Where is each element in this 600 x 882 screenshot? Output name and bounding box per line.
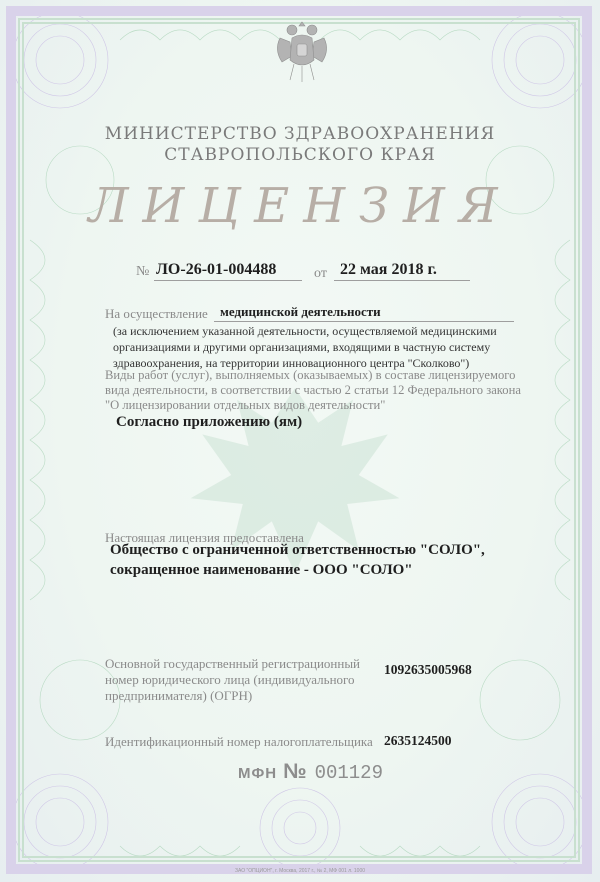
- form-number-value: 001129: [314, 762, 383, 784]
- form-number-sign: №: [283, 760, 307, 783]
- inn-label: Идентификационный номер налогоплательщика: [105, 734, 373, 749]
- inn-value: 2635124500: [384, 733, 452, 748]
- license-number: ЛО-26-01-004488: [156, 261, 277, 278]
- license-date: 22 мая 2018 г.: [340, 261, 437, 278]
- licensee-label: Настоящая лицензия предоставлена: [105, 530, 304, 545]
- activity-note-line-3: здравоохранения, на территории инновационного центра "Сколково"): [113, 356, 470, 370]
- works-label-line-1: Виды работ (услуг), выполняемых (оказываемых) в составе лицензируемого: [105, 368, 516, 382]
- works-value: Согласно приложению (ям): [116, 414, 303, 430]
- license-date-prefix: от: [314, 266, 327, 281]
- license-number-prefix: №: [136, 264, 150, 279]
- licensee-name-line-2: сокращенное наименование - ООО "СОЛО": [110, 562, 413, 578]
- activity-underline: [214, 321, 514, 322]
- activity-note-line-2: организациями и другими организациями, входящими в частную систему: [113, 340, 491, 354]
- printer-footer: ЗАО "ОПЦИОН", г. Москва, 2017 г., № 2, МФ 001 л. 1000: [234, 868, 366, 874]
- activity-label: На осуществление: [105, 306, 208, 321]
- issuer-line-1: МИНИСТЕРСТВО ЗДРАВООХРАНЕНИЯ: [104, 124, 496, 144]
- document-title: ЛИЦЕНЗИЯ: [88, 178, 512, 234]
- licensee-name-line-1: Общество с ограниченной ответственностью "СОЛО",: [110, 542, 485, 558]
- ogrn-value: 1092635005968: [384, 662, 472, 677]
- works-label-line-2: вида деятельности, в соответствии с частью 2 статьи 12 Федерального закона: [105, 383, 521, 397]
- activity-note-line-1: (за исключением указанной деятельности, осуществляемой медицинскими: [113, 324, 497, 338]
- license-number-underline: [154, 280, 302, 281]
- ogrn-label-line-3: предпринимателя) (ОГРН): [105, 688, 253, 703]
- issuer-line-2: СТАВРОПОЛЬСКОГО КРАЯ: [164, 145, 436, 165]
- ogrn-label-line-2: номер юридического лица (индивидуального: [105, 672, 355, 687]
- license-date-underline: [334, 280, 470, 281]
- activity-value: медицинской деятельности: [220, 304, 381, 319]
- form-series: МФН: [238, 765, 278, 782]
- ogrn-label-line-1: Основной государственный регистрационный: [105, 656, 361, 671]
- form-number: [238, 760, 383, 784]
- works-label-line-3: "О лицензировании отдельных видов деятельности": [105, 398, 386, 412]
- double-headed-eagle-emblem-icon: [270, 16, 334, 88]
